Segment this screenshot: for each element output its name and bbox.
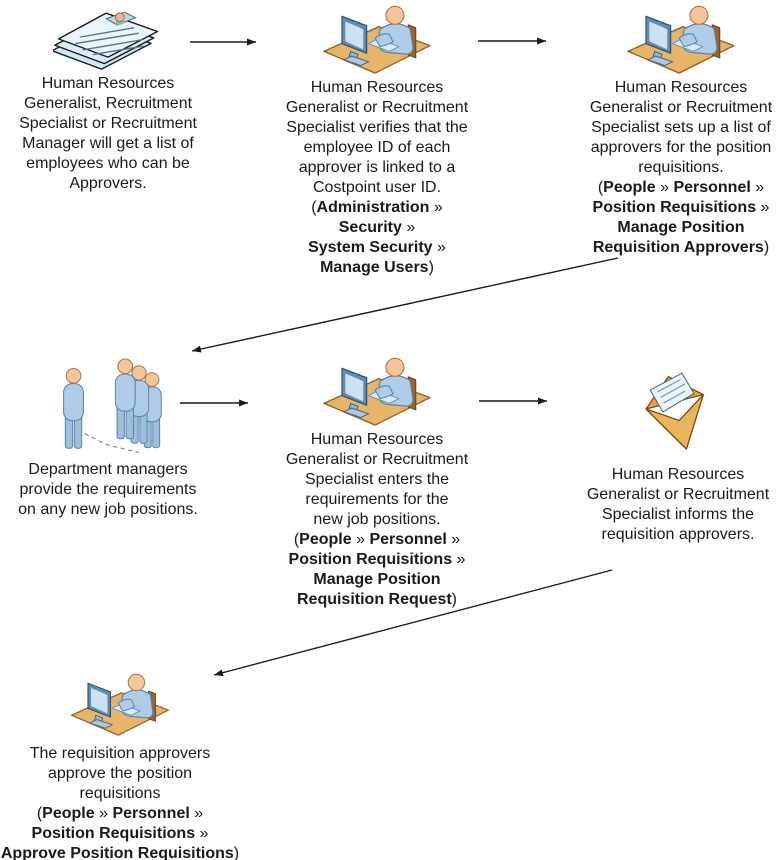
text-line: Specialist or Recruitment: [19, 115, 197, 132]
step-enter-requirements: [267, 356, 487, 610]
text-line: Generalist, Recruitment: [23, 95, 193, 112]
text-line: Generalist or Recruitment: [285, 451, 469, 468]
text-line: (People » Personnel »: [597, 179, 765, 196]
step-text: [286, 78, 468, 278]
text-line: Position Requisitions »: [31, 825, 209, 842]
text-line: approver is linked to a: [298, 159, 456, 176]
step-text: [18, 460, 198, 520]
text-line: Position Requisitions »: [592, 199, 770, 216]
text-line: requirements for the: [305, 491, 449, 508]
text-line: provide the requirements: [19, 481, 197, 498]
step-department-requirements: [5, 356, 211, 520]
text-line: Requisition Request): [296, 591, 457, 608]
text-line: employee ID of each: [303, 139, 451, 156]
step-verify-user-ids: [267, 4, 487, 278]
text-line: Human Resources: [614, 79, 748, 96]
step-text: [19, 74, 197, 194]
text-line: Requisition Approvers): [592, 239, 770, 256]
text-line: employees who can be: [26, 155, 190, 172]
text-line: Specialist verifies that the: [286, 119, 468, 136]
text-line: (People » Personnel »: [293, 531, 461, 548]
text-line: Manage Position: [313, 571, 441, 588]
text-line: Manage Users): [320, 259, 434, 276]
documents-stack-icon: [53, 4, 163, 70]
person-at-computer-icon: [320, 4, 434, 74]
text-line: requisitions.: [638, 159, 724, 176]
text-line: Security »: [338, 219, 416, 236]
text-line: Human Resources: [611, 466, 745, 483]
text-line: Generalist or Recruitment: [586, 486, 770, 503]
step-setup-approver-list: [584, 4, 778, 258]
text-line: Human Resources: [310, 79, 444, 96]
text-line: Specialist enters the: [304, 471, 450, 488]
person-at-computer-icon: [320, 356, 434, 426]
text-line: Position Requisitions »: [288, 551, 466, 568]
step-approve-requisitions: [0, 672, 240, 860]
person-at-computer-icon: [624, 4, 738, 74]
text-line: Approvers.: [69, 175, 147, 192]
text-line: Manager will get a list of: [22, 135, 194, 152]
text-line: Costpoint user ID.: [312, 179, 442, 196]
text-line: System Security »: [308, 239, 446, 256]
text-line: The requisition approvers: [29, 745, 211, 762]
text-line: Specialist informs the: [601, 506, 755, 523]
text-line: Human Resources: [310, 431, 444, 448]
step-text: [286, 430, 468, 610]
people-group-icon: [50, 356, 166, 456]
text-line: Generalist or Recruitment: [285, 99, 469, 116]
text-line: (People » Personnel »: [36, 805, 204, 822]
text-line: on any new job positions.: [18, 501, 198, 518]
text-line: new job positions.: [313, 511, 441, 528]
text-line: (Administration »: [311, 199, 443, 216]
text-line: Specialist sets up a list of: [591, 119, 771, 136]
text-line: approvers for the position: [590, 139, 772, 156]
text-line: Human Resources: [41, 75, 175, 92]
step-text: [587, 465, 769, 545]
step-text: [1, 744, 239, 860]
open-envelope-icon: [638, 370, 718, 459]
text-line: Generalist or Recruitment: [589, 99, 773, 116]
text-line: approve the position: [47, 765, 193, 782]
text-line: Manage Position: [617, 219, 745, 236]
text-line: Department managers: [28, 461, 188, 478]
text-line: Approve Position Requisitions): [0, 845, 240, 860]
text-line: requisition approvers.: [601, 526, 755, 543]
step-text: [590, 78, 772, 258]
step-gather-approver-list: [8, 4, 208, 194]
step-inform-approvers: [578, 370, 778, 545]
person-at-computer-icon: [68, 672, 172, 736]
text-line: requisitions: [79, 785, 161, 802]
